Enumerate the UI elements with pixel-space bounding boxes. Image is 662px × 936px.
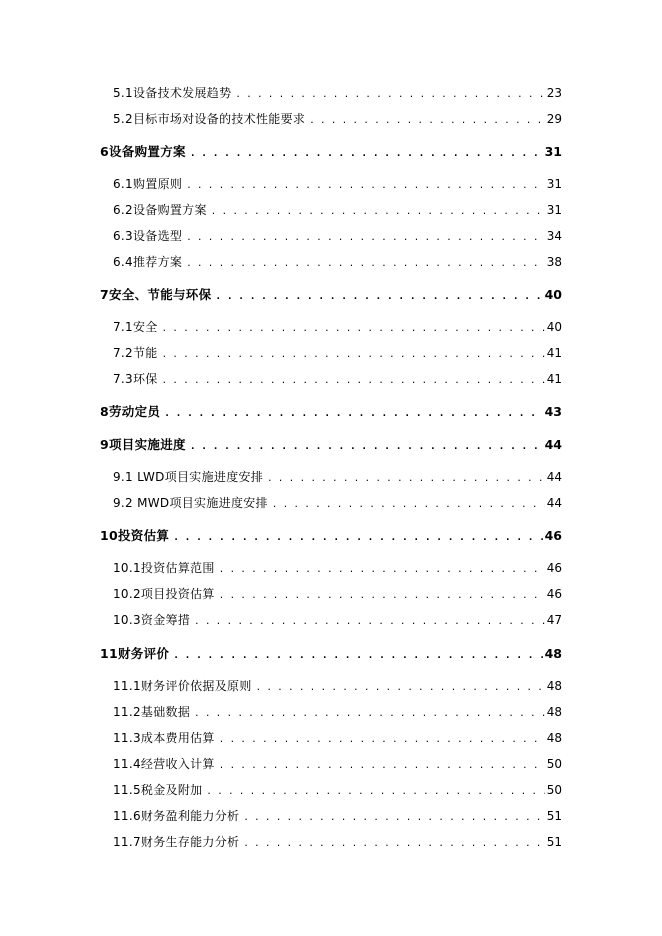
toc-chapter-label: 8劳动定员 <box>100 404 161 419</box>
toc-chapter-6[interactable] <box>100 143 562 161</box>
toc-entry-label: 7.3环保 <box>113 372 158 386</box>
toc-entry-label: 6.1购置原则 <box>113 177 183 191</box>
toc-chapter-label: 11财务评价 <box>100 646 170 661</box>
toc-dot-leader <box>173 647 542 665</box>
toc-entry-10-1[interactable] <box>113 559 562 577</box>
toc-entry-label: 7.1安全 <box>113 320 158 334</box>
toc-entry-label: 11.3成本费用估算 <box>113 731 215 745</box>
toc-dot-leader <box>309 112 545 130</box>
toc-page-number: 44 <box>546 470 562 484</box>
toc-entry-label: 5.2目标市场对设备的技术性能要求 <box>113 112 306 126</box>
toc-page-number: 47 <box>546 613 562 627</box>
toc-dot-leader <box>162 346 545 364</box>
toc-dot-leader <box>215 288 542 306</box>
toc-chapter-7[interactable] <box>100 286 562 304</box>
toc-dot-leader <box>190 145 543 163</box>
toc-dot-leader <box>243 835 544 853</box>
toc-entry-label: 11.7财务生存能力分析 <box>113 835 240 849</box>
toc-entry-label: 5.1设备技术发展趋势 <box>113 86 232 100</box>
toc-entry-6-1[interactable] <box>113 175 562 193</box>
toc-dot-leader <box>219 587 545 605</box>
toc-dot-leader <box>219 561 545 579</box>
toc-page-number: 46 <box>546 587 562 601</box>
toc-entry-label: 11.1财务评价依据及原则 <box>113 679 252 693</box>
toc-page-number: 48 <box>546 679 562 693</box>
toc-entry-11-2[interactable] <box>113 703 562 721</box>
toc-dot-leader <box>190 438 543 456</box>
toc-page-number: 46 <box>546 561 562 575</box>
toc-entry-label: 11.4经营收入计算 <box>113 757 215 771</box>
toc-entry-label: 10.2项目投资估算 <box>113 587 215 601</box>
toc-entry-7-1[interactable] <box>113 318 562 336</box>
toc-page-number: 38 <box>546 255 562 269</box>
toc-page-number: 31 <box>546 203 562 217</box>
toc-page-number: 51 <box>546 835 562 849</box>
toc-page-number: 48 <box>544 646 562 661</box>
toc-chapter-10[interactable] <box>100 527 562 545</box>
toc-entry-11-1[interactable] <box>113 677 562 695</box>
toc-entry-5-1[interactable] <box>113 84 562 102</box>
toc-dot-leader <box>267 470 545 488</box>
toc-page-number: 34 <box>546 229 562 243</box>
toc-page-number: 44 <box>546 496 562 510</box>
toc-entry-11-3[interactable] <box>113 729 562 747</box>
toc-entry-6-3[interactable] <box>113 227 562 245</box>
toc-dot-leader <box>194 705 545 723</box>
toc-dot-leader <box>162 320 545 338</box>
toc-entry-label: 11.6财务盈利能力分析 <box>113 809 240 823</box>
toc-dot-leader <box>194 613 545 631</box>
toc-page-number: 46 <box>544 528 562 543</box>
toc-page-number: 29 <box>546 112 562 126</box>
toc-page-number: 31 <box>546 177 562 191</box>
toc-entry-11-7[interactable] <box>113 833 562 851</box>
toc-page-number: 23 <box>546 86 562 100</box>
toc-entry-7-3[interactable] <box>113 370 562 388</box>
toc-dot-leader <box>235 86 544 104</box>
toc-page-number: 48 <box>546 731 562 745</box>
toc-dot-leader <box>256 679 545 697</box>
toc-entry-11-5[interactable] <box>113 781 562 799</box>
toc-dot-leader <box>219 731 545 749</box>
toc-chapter-label: 9项目实施进度 <box>100 437 186 452</box>
toc-dot-leader <box>211 203 545 221</box>
toc-chapter-label: 10投资估算 <box>100 528 170 543</box>
toc-entry-9-2[interactable] <box>113 494 562 512</box>
toc-entry-label: 11.2基础数据 <box>113 705 191 719</box>
toc-entry-6-4[interactable] <box>113 253 562 271</box>
toc-entry-label: 11.5税金及附加 <box>113 783 203 797</box>
toc-entry-10-2[interactable] <box>113 585 562 603</box>
toc-dot-leader <box>186 255 545 273</box>
toc-entry-label: 6.4推荐方案 <box>113 255 183 269</box>
toc-dot-leader <box>272 496 545 514</box>
toc-page-number: 44 <box>544 437 562 452</box>
toc-entry-7-2[interactable] <box>113 344 562 362</box>
toc-page-number: 50 <box>546 757 562 771</box>
toc-page-number: 43 <box>544 404 562 419</box>
toc-dot-leader <box>206 783 544 801</box>
toc-entry-label: 10.1投资估算范围 <box>113 561 215 575</box>
toc-entry-5-2[interactable] <box>113 110 562 128</box>
toc-entry-label: 9.1 LWD项目实施进度安排 <box>113 470 264 484</box>
toc-chapter-label: 6设备购置方案 <box>100 144 186 159</box>
toc-chapter-8[interactable] <box>100 403 562 421</box>
toc-chapter-11[interactable] <box>100 645 562 663</box>
toc-page-number: 51 <box>546 809 562 823</box>
toc-page-number: 31 <box>544 144 562 159</box>
toc-entry-9-1[interactable] <box>113 468 562 486</box>
toc-page-number: 40 <box>546 320 562 334</box>
toc-page-number: 41 <box>546 372 562 386</box>
toc-entry-label: 7.2节能 <box>113 346 158 360</box>
toc-page-number: 40 <box>544 287 562 302</box>
toc-page-number: 50 <box>546 783 562 797</box>
toc-entry-label: 6.2设备购置方案 <box>113 203 207 217</box>
toc-entry-label: 9.2 MWD项目实施进度安排 <box>113 496 268 510</box>
toc-dot-leader <box>164 405 542 423</box>
toc-chapter-label: 7安全、节能与环保 <box>100 287 212 302</box>
toc-chapter-9[interactable] <box>100 436 562 454</box>
toc-entry-11-4[interactable] <box>113 755 562 773</box>
toc-page-number: 48 <box>546 705 562 719</box>
toc-page-number: 41 <box>546 346 562 360</box>
toc-dot-leader <box>186 177 545 195</box>
toc-dot-leader <box>219 757 545 775</box>
toc-entry-10-3[interactable] <box>113 611 562 629</box>
toc-entry-6-2[interactable] <box>113 201 562 219</box>
toc-entry-label: 6.3设备选型 <box>113 229 183 243</box>
toc-dot-leader <box>162 372 545 390</box>
toc-entry-11-6[interactable] <box>113 807 562 825</box>
toc-dot-leader <box>186 229 545 247</box>
toc-dot-leader <box>243 809 544 827</box>
toc-dot-leader <box>173 529 542 547</box>
toc-entry-label: 10.3资金筹措 <box>113 613 191 627</box>
